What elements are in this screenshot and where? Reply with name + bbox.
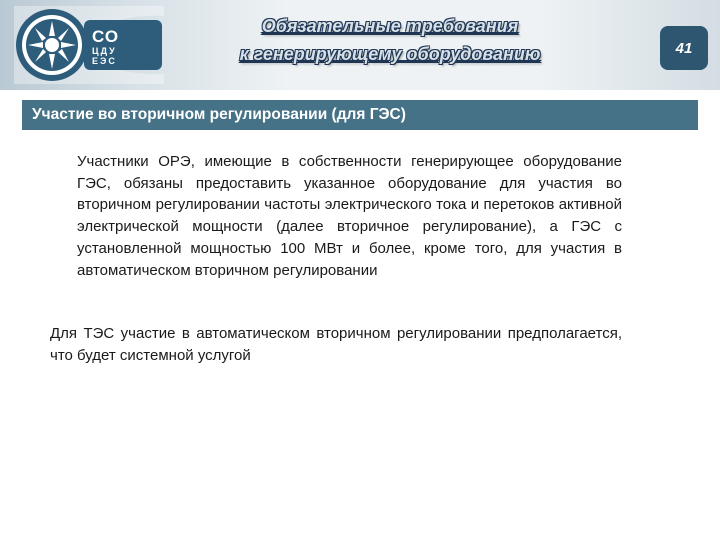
page-number: 41 — [675, 39, 693, 57]
slide-title-line2: к генерирующему оборудованию — [239, 44, 541, 64]
slide-title — [200, 12, 580, 68]
logo-line1: СО — [92, 27, 120, 46]
slide-title-line1: Обязательные требования — [261, 16, 519, 36]
logo-line2: ЦДУ — [92, 46, 117, 56]
page-number-badge — [660, 26, 708, 70]
company-logo — [14, 6, 164, 84]
logo-line3: ЕЭС — [92, 56, 117, 66]
logo-text — [92, 28, 172, 66]
section-heading: Участие во вторичном регулировании (для ГЭС) — [32, 106, 406, 123]
paragraph-1: Участники ОРЭ, имеющие в собственности генерирующее оборудование ГЭС, обязаны предоставить указанное оборудование для участия во вторичном регулировании частоты электрического тока и перетоков активной электрической мощности (далее вторичное регулирование), а ГЭС с установленной мощностью 100 МВт и более, кроме того, для участия в автоматическом вторичном регулировании — [77, 153, 622, 279]
section-heading-bar — [22, 100, 698, 130]
paragraph-2: Для ТЭС участие в автоматическом вторичном регулировании предполагается, что будет системной услугой — [50, 325, 622, 364]
